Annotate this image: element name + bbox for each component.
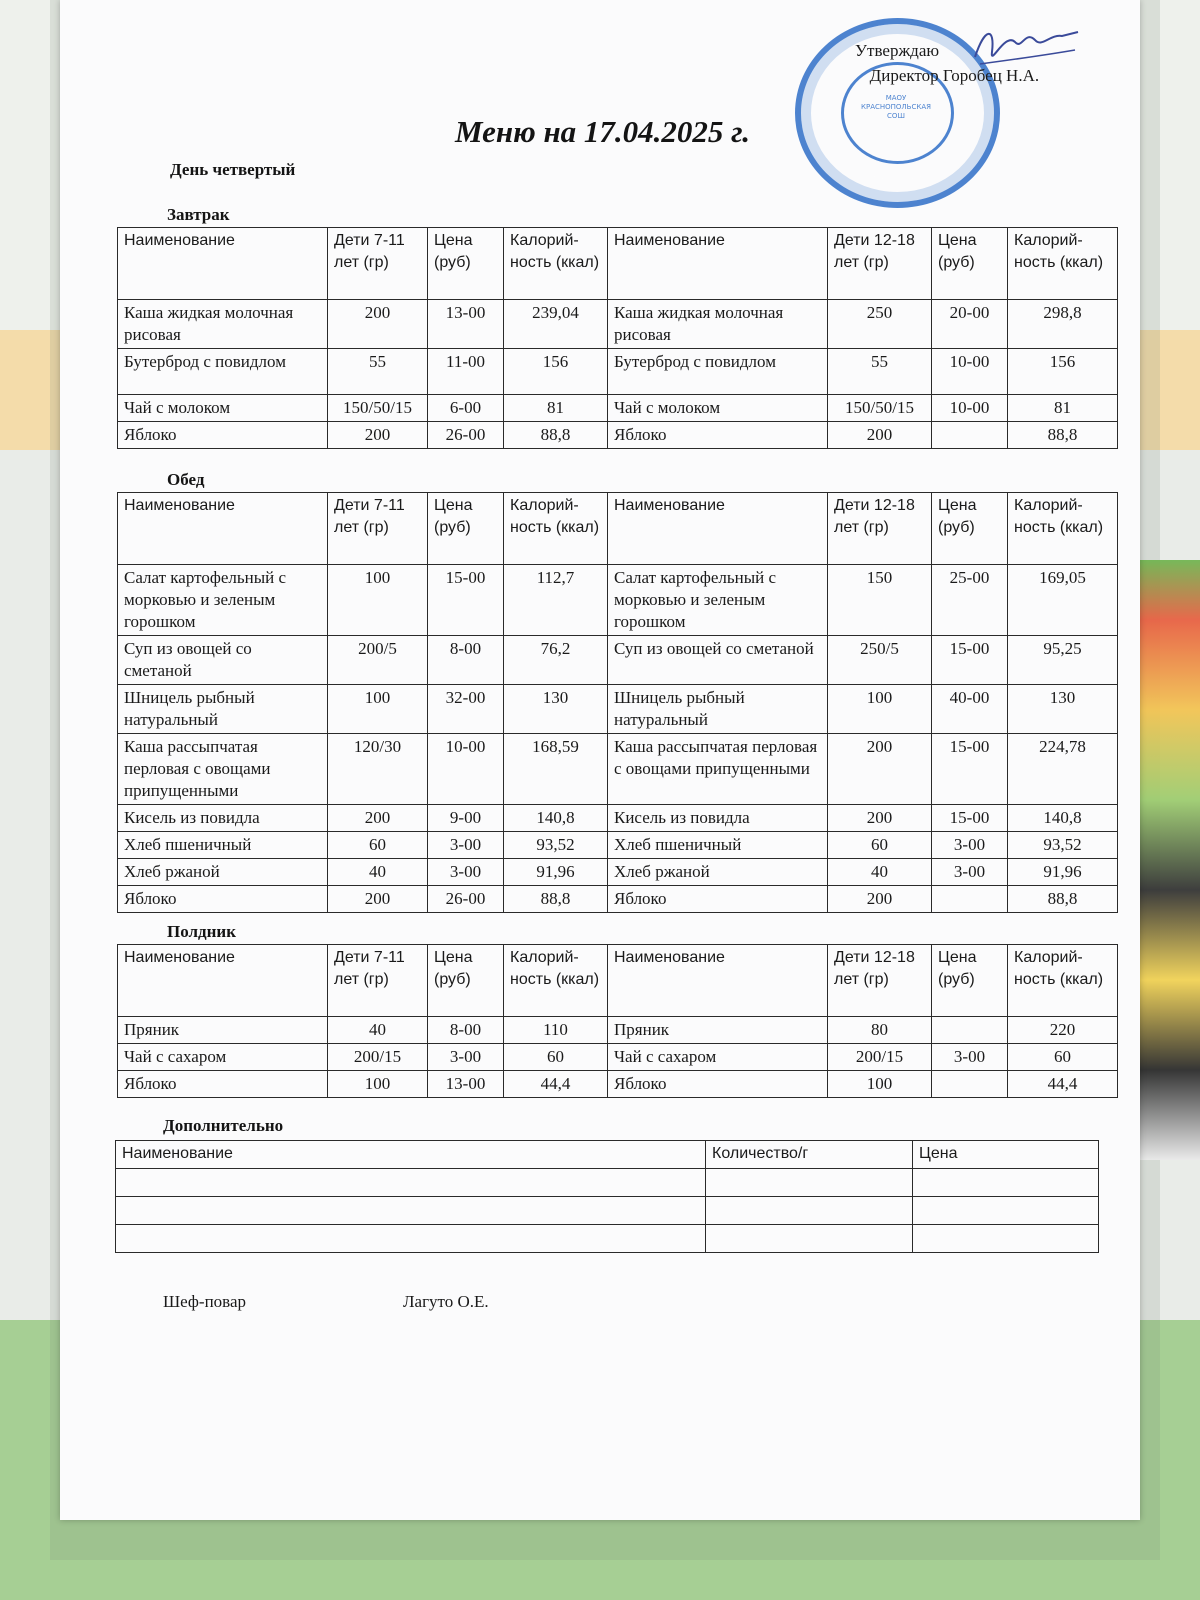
portion-grams: 200 — [828, 805, 932, 832]
table-row — [118, 1017, 1118, 1044]
calories-cell: 298,8 — [1008, 300, 1118, 349]
price-cell: 32-00 — [428, 685, 504, 734]
dish-name: Пряник — [118, 1017, 328, 1044]
calories-cell: 93,52 — [1008, 832, 1118, 859]
empty-cell — [116, 1197, 706, 1225]
price-cell: 10-00 — [428, 734, 504, 805]
table-row — [118, 805, 1118, 832]
price-cell: 3-00 — [428, 1044, 504, 1071]
portion-grams: 150 — [828, 565, 932, 636]
price-cell: 10-00 — [932, 395, 1008, 422]
empty-cell — [913, 1197, 1099, 1225]
section-title: Обед — [167, 470, 205, 489]
column-header: Дети 12-18 лет (гр) — [828, 228, 932, 300]
dish-name: Бутерброд с повидлом — [118, 349, 328, 395]
column-header: Дети 7-11 лет (гр) — [328, 493, 428, 565]
calories-cell: 156 — [504, 349, 608, 395]
dish-name: Каша жидкая молочная рисовая — [118, 300, 328, 349]
dish-name: Чай с сахаром — [118, 1044, 328, 1071]
column-header: Наименование — [608, 945, 828, 1017]
menu-table — [117, 944, 1118, 1098]
menu-table — [117, 227, 1118, 449]
approve-label: Утверждаю — [855, 41, 940, 60]
column-header: Калорий-ность (ккал) — [1008, 945, 1118, 1017]
calories-cell: 60 — [504, 1044, 608, 1071]
dish-name: Шницель рыбный натуральный — [608, 685, 828, 734]
calories-cell: 88,8 — [1008, 886, 1118, 913]
column-header: Калорий-ность (ккал) — [504, 945, 608, 1017]
price-cell: 3-00 — [932, 859, 1008, 886]
wall-decoration — [1140, 560, 1200, 1160]
director-name: Директор Горобец Н.А. — [869, 66, 1040, 85]
portion-grams: 200 — [828, 422, 932, 449]
portion-grams: 200 — [328, 300, 428, 349]
price-cell: 20-00 — [932, 300, 1008, 349]
column-header: Цена (руб) — [932, 228, 1008, 300]
portion-grams: 40 — [328, 859, 428, 886]
column-header: Наименование — [608, 228, 828, 300]
chef-name: Лагуто О.Е. — [403, 1292, 489, 1311]
calories-cell: 91,96 — [504, 859, 608, 886]
empty-cell — [706, 1169, 913, 1197]
calories-cell: 95,25 — [1008, 636, 1118, 685]
dish-name: Каша жидкая молочная рисовая — [608, 300, 828, 349]
dish-name: Каша рассыпчатая перловая с овощами припущенными — [118, 734, 328, 805]
table-header-row — [116, 1141, 1099, 1169]
column-header: Дети 7-11 лет (гр) — [328, 945, 428, 1017]
dish-name: Яблоко — [608, 1071, 828, 1098]
table-header-row — [118, 945, 1118, 1017]
price-cell: 3-00 — [428, 859, 504, 886]
price-cell: 15-00 — [932, 636, 1008, 685]
column-header: Цена — [913, 1141, 1099, 1169]
table-row — [118, 422, 1118, 449]
price-cell: 8-00 — [428, 636, 504, 685]
dish-name: Хлеб пшеничный — [608, 832, 828, 859]
empty-cell — [116, 1225, 706, 1253]
table-row — [118, 395, 1118, 422]
dish-name: Суп из овощей со сметаной — [608, 636, 828, 685]
column-header: Калорий-ность (ккал) — [504, 228, 608, 300]
dish-name: Яблоко — [608, 886, 828, 913]
price-cell: 25-00 — [932, 565, 1008, 636]
price-cell — [932, 1071, 1008, 1098]
calories-cell: 130 — [1008, 685, 1118, 734]
table-row — [118, 1071, 1118, 1098]
table-row — [118, 636, 1118, 685]
dish-name: Суп из овощей со сметаной — [118, 636, 328, 685]
calories-cell: 76,2 — [504, 636, 608, 685]
portion-grams: 80 — [828, 1017, 932, 1044]
day-label: День четвертый — [170, 160, 296, 179]
calories-cell: 112,7 — [504, 565, 608, 636]
calories-cell: 169,05 — [1008, 565, 1118, 636]
price-cell — [932, 886, 1008, 913]
calories-cell: 91,96 — [1008, 859, 1118, 886]
calories-cell: 88,8 — [504, 886, 608, 913]
table-row — [118, 886, 1118, 913]
price-cell: 3-00 — [932, 832, 1008, 859]
dish-name: Хлеб пшеничный — [118, 832, 328, 859]
portion-grams: 200 — [828, 886, 932, 913]
portion-grams: 40 — [328, 1017, 428, 1044]
column-header: Количество/г — [706, 1141, 913, 1169]
empty-row — [116, 1169, 1099, 1197]
calories-cell: 140,8 — [1008, 805, 1118, 832]
calories-cell: 44,4 — [1008, 1071, 1118, 1098]
portion-grams: 150/50/15 — [828, 395, 932, 422]
empty-row — [116, 1197, 1099, 1225]
empty-cell — [706, 1225, 913, 1253]
dish-name: Яблоко — [608, 422, 828, 449]
portion-grams: 200/5 — [328, 636, 428, 685]
column-header: Наименование — [118, 228, 328, 300]
calories-cell: 44,4 — [504, 1071, 608, 1098]
column-header: Цена (руб) — [428, 945, 504, 1017]
portion-grams: 55 — [828, 349, 932, 395]
column-header: Цена (руб) — [428, 493, 504, 565]
column-header: Наименование — [608, 493, 828, 565]
portion-grams: 40 — [828, 859, 932, 886]
dish-name: Яблоко — [118, 886, 328, 913]
column-header: Цена (руб) — [932, 493, 1008, 565]
table-row — [118, 300, 1118, 349]
price-cell — [932, 422, 1008, 449]
dish-name: Хлеб ржаной — [608, 859, 828, 886]
price-cell: 6-00 — [428, 395, 504, 422]
price-cell: 26-00 — [428, 422, 504, 449]
dish-name: Чай с сахаром — [608, 1044, 828, 1071]
stamp-text: МАОУ КРАСНОПОЛЬСКАЯ СОШ — [861, 94, 931, 120]
table-row — [118, 1044, 1118, 1071]
page-title: Меню на 17.04.2025 г. — [455, 114, 750, 149]
table-row — [118, 859, 1118, 886]
table-row — [118, 685, 1118, 734]
portion-grams: 100 — [328, 1071, 428, 1098]
price-cell: 15-00 — [428, 565, 504, 636]
dish-name: Салат картофельный с морковью и зеленым горошком — [118, 565, 328, 636]
portion-grams: 60 — [328, 832, 428, 859]
column-header: Дети 12-18 лет (гр) — [828, 493, 932, 565]
dish-name: Хлеб ржаной — [118, 859, 328, 886]
calories-cell: 93,52 — [504, 832, 608, 859]
section-title: Завтрак — [167, 205, 230, 224]
price-cell: 26-00 — [428, 886, 504, 913]
portion-grams: 200 — [328, 422, 428, 449]
portion-grams: 100 — [328, 565, 428, 636]
section-title: Полдник — [167, 922, 237, 941]
portion-grams: 250/5 — [828, 636, 932, 685]
column-header: Калорий-ность (ккал) — [504, 493, 608, 565]
column-header: Калорий-ность (ккал) — [1008, 228, 1118, 300]
portion-grams: 100 — [828, 1071, 932, 1098]
table-row — [118, 734, 1118, 805]
price-cell: 8-00 — [428, 1017, 504, 1044]
dish-name: Кисель из повидла — [608, 805, 828, 832]
price-cell: 40-00 — [932, 685, 1008, 734]
column-header: Цена (руб) — [428, 228, 504, 300]
portion-grams: 100 — [328, 685, 428, 734]
calories-cell: 168,59 — [504, 734, 608, 805]
dish-name: Пряник — [608, 1017, 828, 1044]
chef-label: Шеф-повар — [163, 1292, 247, 1311]
column-header: Наименование — [118, 493, 328, 565]
section-title: Дополнительно — [163, 1116, 284, 1135]
table-row — [118, 832, 1118, 859]
calories-cell: 88,8 — [1008, 422, 1118, 449]
portion-grams: 200 — [328, 886, 428, 913]
dish-name: Чай с молоком — [608, 395, 828, 422]
calories-cell: 81 — [504, 395, 608, 422]
dish-name: Кисель из повидла — [118, 805, 328, 832]
price-cell: 13-00 — [428, 300, 504, 349]
dish-name: Каша рассыпчатая перловая с овощами припущенными — [608, 734, 828, 805]
portion-grams: 200/15 — [328, 1044, 428, 1071]
empty-cell — [116, 1169, 706, 1197]
empty-row — [116, 1225, 1099, 1253]
calories-cell: 239,04 — [504, 300, 608, 349]
portion-grams: 150/50/15 — [328, 395, 428, 422]
calories-cell: 88,8 — [504, 422, 608, 449]
portion-grams: 55 — [328, 349, 428, 395]
portion-grams: 100 — [828, 685, 932, 734]
column-header: Наименование — [118, 945, 328, 1017]
table-header-row — [118, 493, 1118, 565]
column-header: Цена (руб) — [932, 945, 1008, 1017]
column-header: Калорий-ность (ккал) — [1008, 493, 1118, 565]
portion-grams: 200/15 — [828, 1044, 932, 1071]
price-cell: 3-00 — [428, 832, 504, 859]
table-row — [118, 565, 1118, 636]
dish-name: Чай с молоком — [118, 395, 328, 422]
column-header: Дети 12-18 лет (гр) — [828, 945, 932, 1017]
empty-cell — [913, 1225, 1099, 1253]
price-cell: 11-00 — [428, 349, 504, 395]
dish-name: Яблоко — [118, 1071, 328, 1098]
dish-name: Шницель рыбный натуральный — [118, 685, 328, 734]
empty-cell — [913, 1169, 1099, 1197]
price-cell — [932, 1017, 1008, 1044]
signature-icon — [970, 22, 1080, 77]
dish-name: Яблоко — [118, 422, 328, 449]
calories-cell: 130 — [504, 685, 608, 734]
calories-cell: 60 — [1008, 1044, 1118, 1071]
extra-table — [115, 1140, 1099, 1253]
column-header: Дети 7-11 лет (гр) — [328, 228, 428, 300]
menu-table — [117, 492, 1118, 913]
table-row — [118, 349, 1118, 395]
price-cell: 9-00 — [428, 805, 504, 832]
table-header-row — [118, 228, 1118, 300]
dish-name: Бутерброд с повидлом — [608, 349, 828, 395]
empty-cell — [706, 1197, 913, 1225]
calories-cell: 140,8 — [504, 805, 608, 832]
column-header: Наименование — [116, 1141, 706, 1169]
price-cell: 15-00 — [932, 805, 1008, 832]
price-cell: 13-00 — [428, 1071, 504, 1098]
portion-grams: 120/30 — [328, 734, 428, 805]
calories-cell: 81 — [1008, 395, 1118, 422]
calories-cell: 224,78 — [1008, 734, 1118, 805]
portion-grams: 200 — [828, 734, 932, 805]
portion-grams: 250 — [828, 300, 932, 349]
calories-cell: 156 — [1008, 349, 1118, 395]
price-cell: 10-00 — [932, 349, 1008, 395]
price-cell: 3-00 — [932, 1044, 1008, 1071]
portion-grams: 60 — [828, 832, 932, 859]
portion-grams: 200 — [328, 805, 428, 832]
calories-cell: 220 — [1008, 1017, 1118, 1044]
calories-cell: 110 — [504, 1017, 608, 1044]
dish-name: Салат картофельный с морковью и зеленым горошком — [608, 565, 828, 636]
price-cell: 15-00 — [932, 734, 1008, 805]
